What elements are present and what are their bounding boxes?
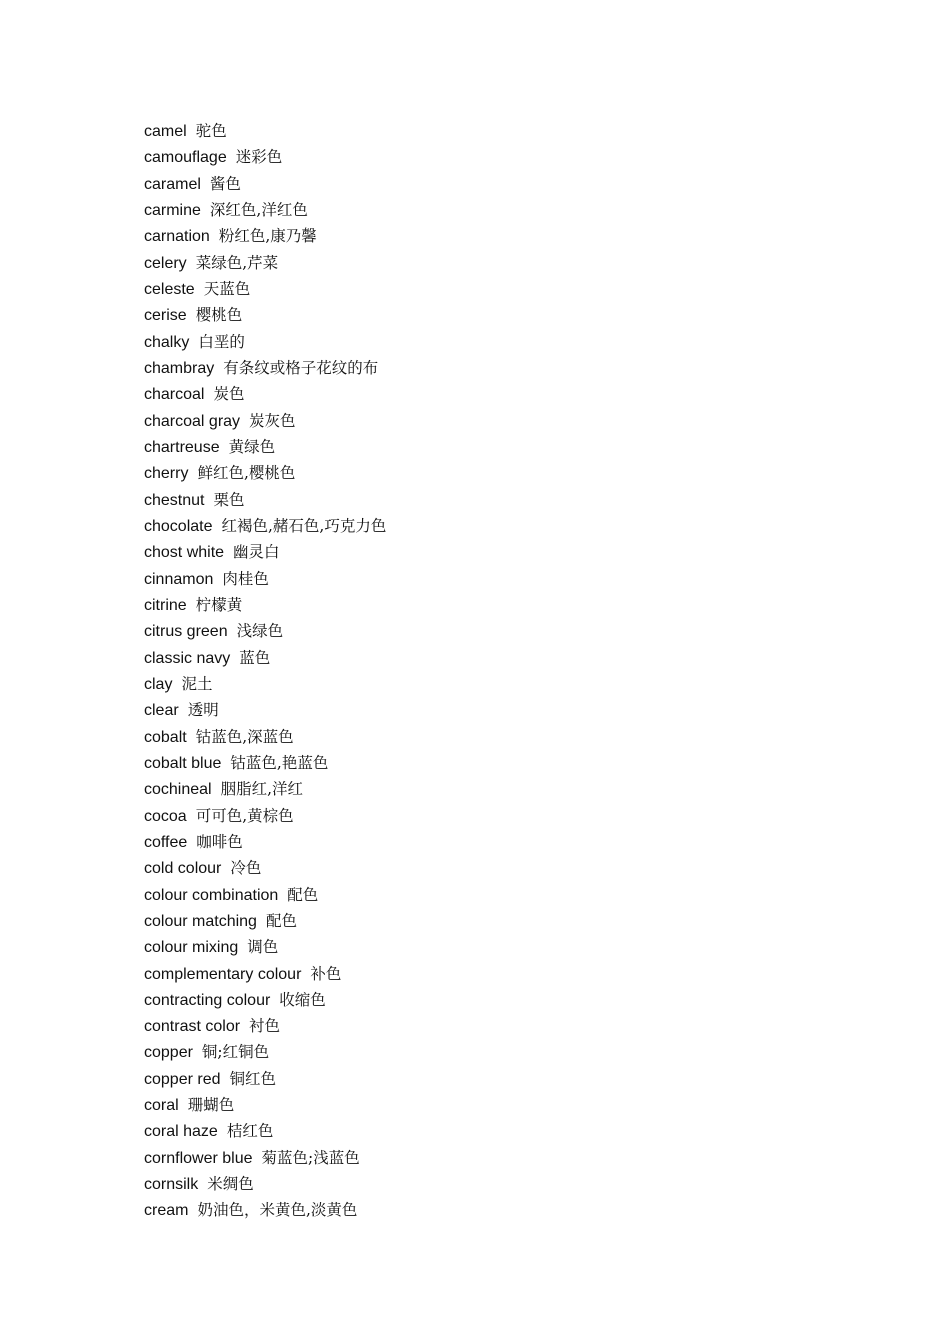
entry-meaning: 樱桃色 — [195, 306, 243, 325]
entry-term: carnation — [144, 228, 210, 246]
glossary-entry — [144, 671, 386, 697]
entry-meaning: 天蓝色 — [203, 279, 251, 298]
entry-term: cobalt — [144, 728, 187, 746]
entry-term: contracting colour — [144, 991, 271, 1009]
entry-term: chambray — [144, 359, 215, 377]
entry-meaning: 幽灵白 — [233, 543, 280, 562]
glossary-entry — [144, 408, 386, 434]
entry-meaning: 可可色,黄棕色 — [195, 806, 294, 825]
glossary-entry — [144, 1145, 386, 1171]
entry-meaning: 炭色 — [213, 385, 245, 404]
entry-term: cherry — [144, 465, 189, 483]
entry-meaning: 炭灰色 — [249, 411, 296, 430]
entry-term: cornsilk — [144, 1176, 199, 1194]
entry-term: carmine — [144, 201, 201, 219]
entry-term: coral — [144, 1097, 179, 1115]
entry-term: colour combination — [144, 886, 279, 904]
entry-meaning: 白垩的 — [198, 332, 245, 351]
entry-meaning: 黄绿色 — [228, 437, 276, 456]
entry-term: cocoa — [144, 807, 187, 825]
entry-meaning: 酱色 — [209, 174, 241, 193]
entry-term: coral haze — [144, 1123, 218, 1141]
entry-meaning: 栗色 — [213, 490, 245, 509]
glossary-entry — [144, 645, 386, 671]
entry-term: cobalt blue — [144, 754, 222, 772]
entry-meaning: 肉桂色 — [222, 569, 269, 588]
entry-term: cinnamon — [144, 570, 214, 588]
glossary-entry — [144, 1092, 386, 1118]
entry-term: citrine — [144, 596, 187, 614]
entry-meaning: 衬色 — [249, 1017, 281, 1036]
entry-term: clay — [144, 675, 173, 693]
entry-meaning: 迷彩色 — [235, 148, 283, 167]
glossary-entry — [144, 592, 386, 618]
glossary-entry — [144, 908, 386, 934]
entry-term: classic navy — [144, 649, 231, 667]
entry-meaning: 柠檬黄 — [195, 595, 243, 614]
glossary-entry — [144, 171, 386, 197]
entry-meaning: 冷色 — [230, 859, 262, 878]
entry-term: cochineal — [144, 781, 212, 799]
glossary-entry — [144, 829, 386, 855]
glossary-entry — [144, 460, 386, 486]
glossary-entry — [144, 1197, 386, 1223]
entry-term: chestnut — [144, 491, 205, 509]
entry-term: cold colour — [144, 860, 222, 878]
glossary-entry — [144, 618, 386, 644]
entry-meaning: 菊蓝色;浅蓝色 — [261, 1148, 360, 1167]
entry-meaning: 钴蓝色,艳蓝色 — [230, 753, 329, 772]
entry-meaning: 泥土 — [181, 674, 213, 693]
entry-meaning: 收缩色 — [279, 990, 326, 1009]
color-glossary-list — [144, 118, 386, 1224]
glossary-entry — [144, 144, 386, 170]
entry-term: coffee — [144, 833, 188, 851]
glossary-entry — [144, 776, 386, 802]
entry-meaning: 珊蝴色 — [187, 1096, 235, 1115]
entry-meaning: 铜;红铜色 — [201, 1043, 270, 1062]
entry-meaning: 浅绿色 — [236, 622, 284, 641]
entry-meaning: 调色 — [247, 938, 279, 957]
entry-meaning: 铜红色 — [229, 1069, 277, 1088]
glossary-entry — [144, 487, 386, 513]
glossary-entry — [144, 302, 386, 328]
entry-meaning: 咖啡色 — [196, 832, 243, 851]
glossary-entry — [144, 1039, 386, 1065]
entry-term: caramel — [144, 175, 201, 193]
entry-meaning: 胭脂红,洋红 — [220, 780, 304, 799]
entry-meaning: 奶油色，米黄色,淡黄色 — [197, 1201, 358, 1220]
glossary-entry — [144, 855, 386, 881]
entry-term: chost white — [144, 544, 225, 562]
glossary-entry — [144, 513, 386, 539]
glossary-entry — [144, 250, 386, 276]
entry-term: charcoal gray — [144, 412, 241, 430]
entry-meaning: 鲜红色,樱桃色 — [197, 464, 296, 483]
glossary-entry — [144, 434, 386, 460]
glossary-entry — [144, 329, 386, 355]
glossary-entry — [144, 697, 386, 723]
glossary-entry — [144, 355, 386, 381]
glossary-entry — [144, 276, 386, 302]
entry-meaning: 配色 — [265, 911, 297, 930]
glossary-entry — [144, 724, 386, 750]
glossary-entry — [144, 803, 386, 829]
entry-term: chartreuse — [144, 438, 220, 456]
glossary-entry — [144, 961, 386, 987]
entry-term: chalky — [144, 333, 190, 351]
entry-term: citrus green — [144, 623, 228, 641]
glossary-entry — [144, 539, 386, 565]
glossary-entry — [144, 1013, 386, 1039]
glossary-entry — [144, 750, 386, 776]
entry-meaning: 钴蓝色,深蓝色 — [195, 727, 294, 746]
entry-term: clear — [144, 702, 179, 720]
entry-term: celeste — [144, 280, 195, 298]
entry-term: chocolate — [144, 517, 213, 535]
glossary-entry — [144, 1066, 386, 1092]
entry-meaning: 红褐色,赭石色,巧克力色 — [221, 516, 387, 535]
entry-term: copper red — [144, 1070, 221, 1088]
glossary-entry — [144, 566, 386, 592]
entry-meaning: 菜绿色,芹菜 — [195, 253, 279, 272]
entry-meaning: 补色 — [310, 964, 342, 983]
entry-term: charcoal — [144, 386, 205, 404]
entry-meaning: 蓝色 — [239, 648, 271, 667]
entry-term: cream — [144, 1202, 189, 1220]
entry-term: celery — [144, 254, 187, 272]
glossary-entry — [144, 1118, 386, 1144]
entry-term: cerise — [144, 307, 187, 325]
entry-term: colour mixing — [144, 939, 239, 957]
entry-meaning: 桔红色 — [226, 1122, 274, 1141]
glossary-entry — [144, 197, 386, 223]
entry-term: contrast color — [144, 1018, 241, 1036]
entry-term: camouflage — [144, 149, 227, 167]
glossary-entry — [144, 223, 386, 249]
glossary-entry — [144, 1171, 386, 1197]
glossary-entry — [144, 381, 386, 407]
glossary-entry — [144, 118, 386, 144]
entry-meaning: 驼色 — [195, 122, 227, 140]
entry-term: camel — [144, 123, 187, 140]
entry-term: colour matching — [144, 912, 257, 930]
glossary-entry — [144, 882, 386, 908]
entry-meaning: 有条纹或格子花纹的布 — [223, 358, 379, 377]
entry-term: complementary colour — [144, 965, 302, 983]
entry-term: copper — [144, 1044, 193, 1062]
entry-term: cornflower blue — [144, 1149, 253, 1167]
entry-meaning: 米绸色 — [207, 1175, 254, 1194]
entry-meaning: 透明 — [187, 701, 219, 720]
entry-meaning: 粉红色,康乃馨 — [218, 227, 317, 246]
entry-meaning: 深红色,洋红色 — [209, 200, 308, 219]
glossary-entry — [144, 934, 386, 960]
glossary-entry — [144, 987, 386, 1013]
entry-meaning: 配色 — [287, 885, 319, 904]
